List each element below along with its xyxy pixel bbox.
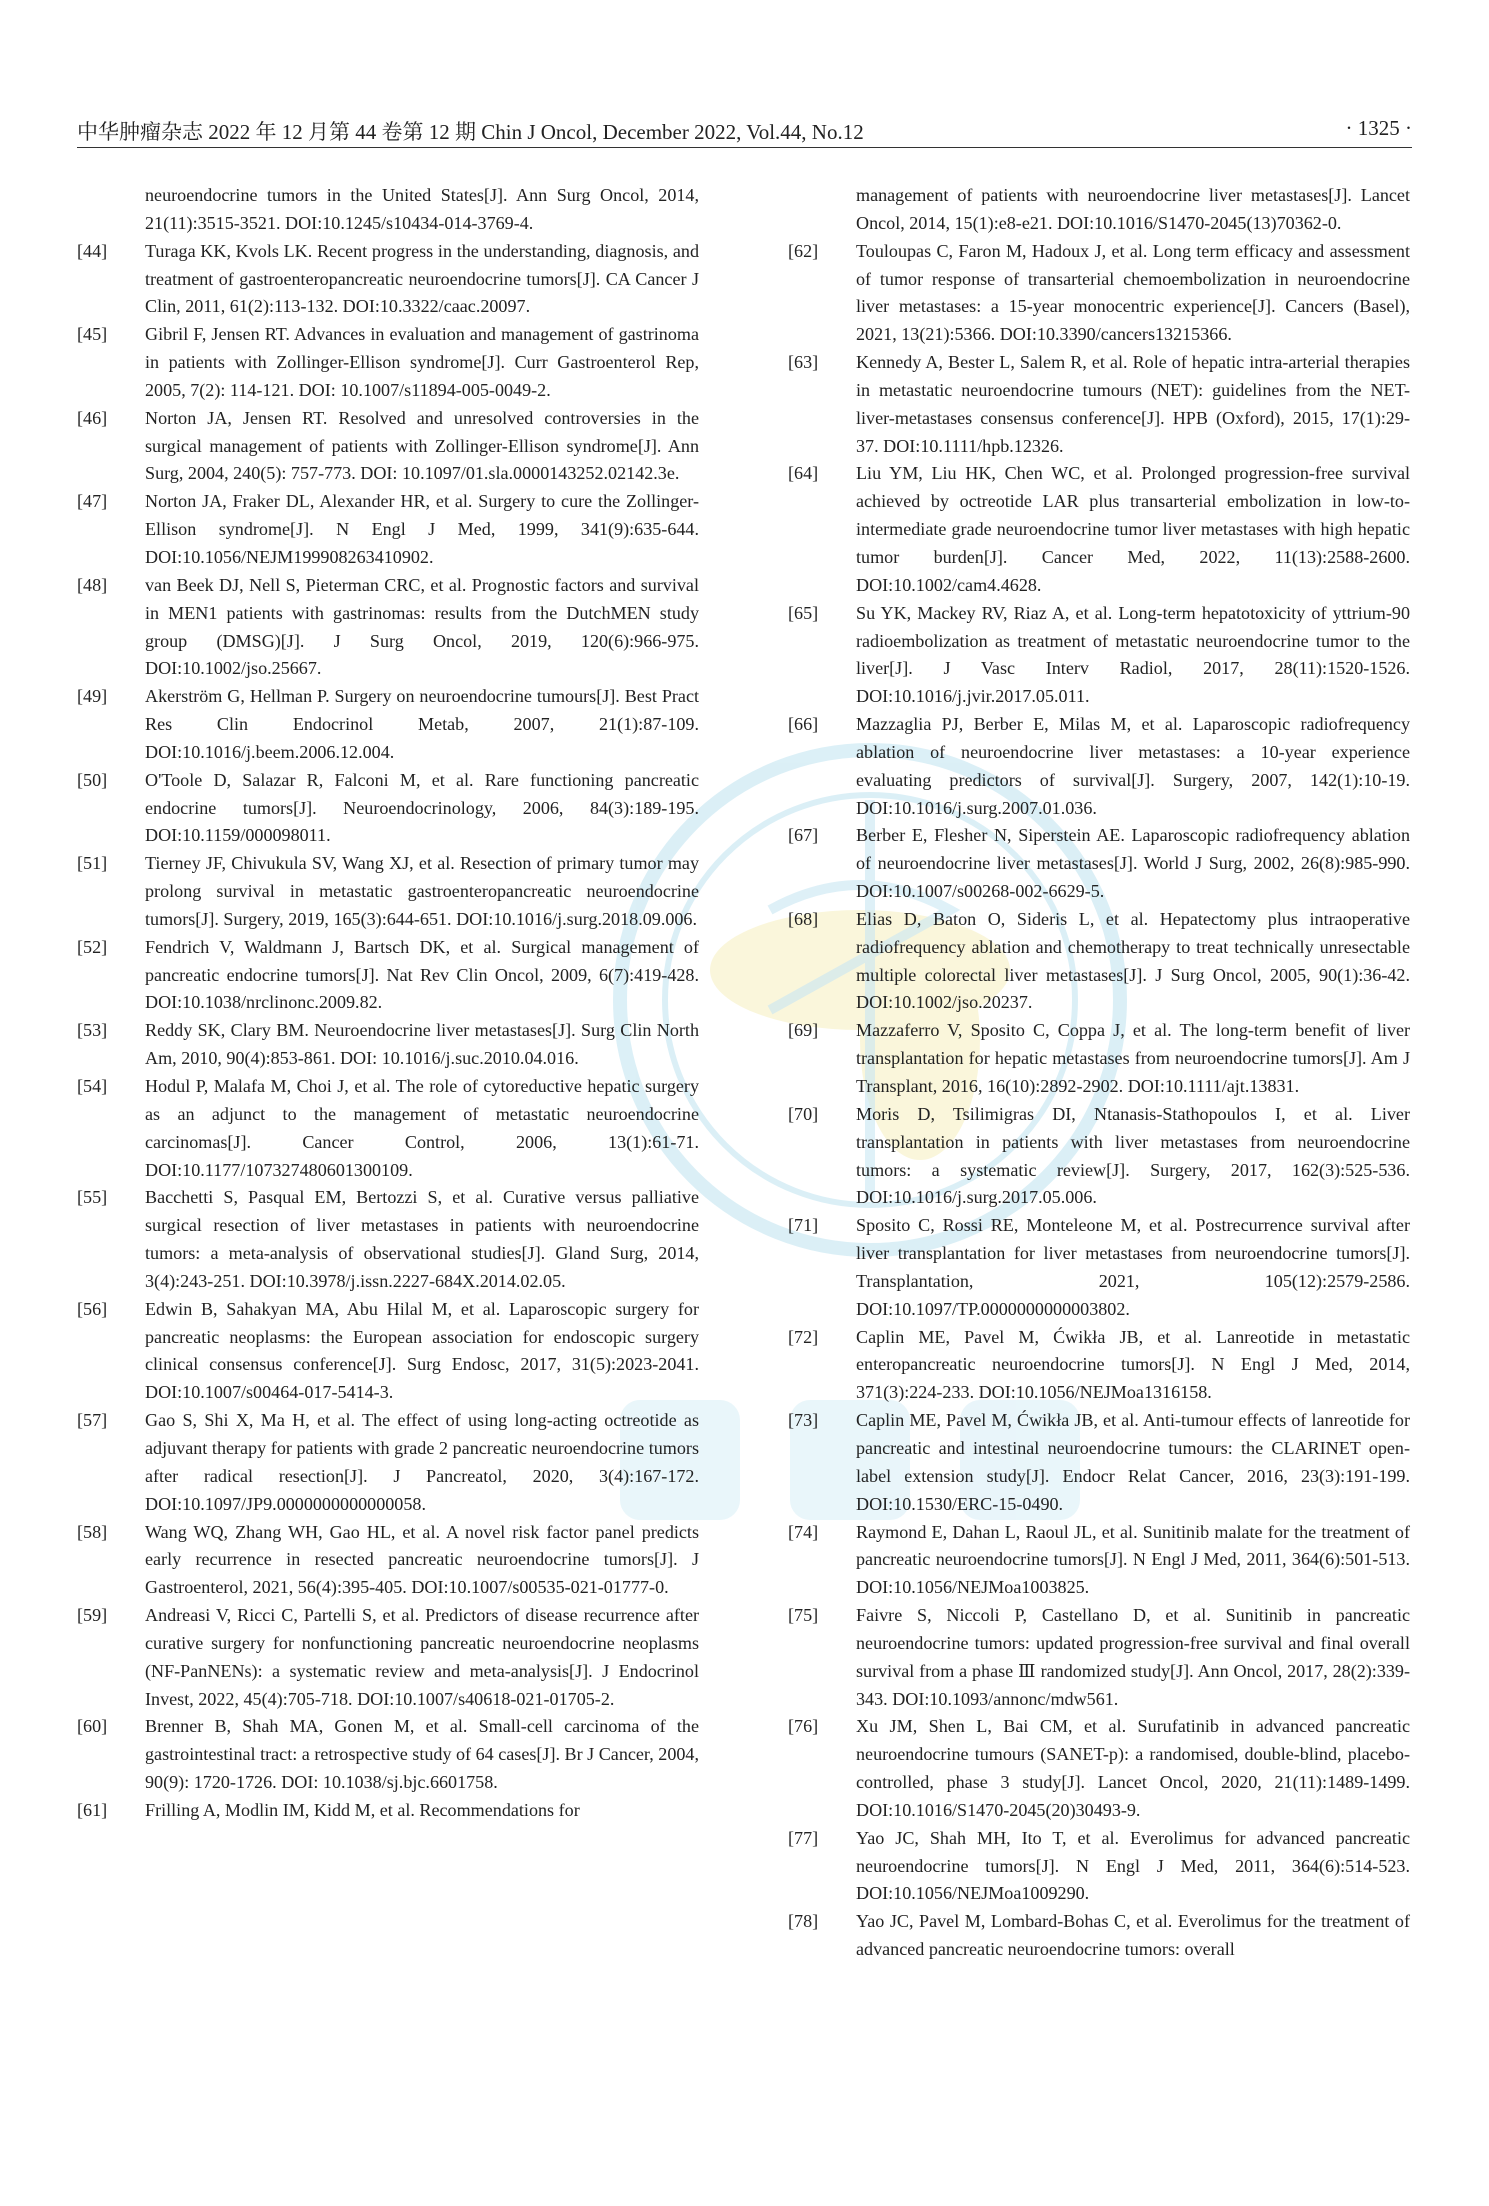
- reference-item: [69] Mazzaferro V, Sposito C, Coppa J, et al. The long-term benefit of liver transplantation for hepatic metastases from neuroendocrine tumors[J]. Am J Transplant, 2016, 16(10):2892-2902. DOI:10.1111/ajt.13831.: [788, 1020, 1410, 1096]
- references-left-column: [77, 182, 699, 1825]
- page-number: · 1325 ·: [1345, 116, 1412, 140]
- reference-item: [62] Touloupas C, Faron M, Hadoux J, et al. Long term efficacy and assessment of tumor response of transarterial chemoembolization in neuroendocrine liver metastases: a 15-year monocentric experience[J]. Cancers (Basel), 2021, 13(21):5366. DOI:10.3390/cancers13215366.: [788, 240, 1410, 345]
- reference-item: [56] Edwin B, Sahakyan MA, Abu Hilal M, et al. Laparoscopic surgery for pancreatic neoplasms: the European association for endoscopic surgery clinical consensus conference[J]. Surg Endosc, 2017, 31(5):2023-2041. DOI:10.1007/s00464-017-5414-3.: [77, 1298, 699, 1403]
- journal-citation-header: 中华肿瘤杂志 2022 年 12 月第 44 卷第 12 期 Chin J Oncol, December 2022, Vol.44, No.12: [77, 120, 864, 144]
- header-rule: [77, 147, 1412, 148]
- reference-item: [76] Xu JM, Shen L, Bai CM, et al. Surufatinib in advanced pancreatic neuroendocrine tumours (SANET-p): a randomised, double-blind, placebo-controlled, phase 3 study[J]. Lancet Oncol, 2020, 21(11):1489-1499. DOI:10.1016/S1470-2045(20)30493-9.: [788, 1716, 1410, 1820]
- reference-item: management of patients with neuroendocrine liver metastases[J]. Lancet Oncol, 2014, 15(1):e8-e21. DOI:10.1016/S1470-2045(13)70362-0.: [856, 185, 1410, 233]
- reference-item: [52] Fendrich V, Waldmann J, Bartsch DK, et al. Surgical management of pancreatic endocrine tumors[J]. Nat Rev Clin Oncol, 2009, 6(7):419-428. DOI:10.1038/nrclinonc.2009.82.: [77, 936, 699, 1013]
- reference-item: [46] Norton JA, Jensen RT. Resolved and unresolved controversies in the surgical management of patients with Zollinger-Ellison syndrome[J]. Ann Surg, 2004, 240(5): 757-773. DOI: 10.1097/01.sla.0000143252.02142.3e.: [77, 407, 699, 484]
- reference-item: [75] Faivre S, Niccoli P, Castellano D, et al. Sunitinib in pancreatic neuroendocrine tumors: updated progression-free survival and final overall survival from a phase Ⅲ randomized study[J]. Ann Oncol, 2017, 28(2):339-343. DOI:10.1093/annonc/mdw561.: [788, 1605, 1410, 1709]
- reference-item: [71] Sposito C, Rossi RE, Monteleone M, et al. Postrecurrence survival after liver transplantation for liver metastases from neuroendocrine tumors[J]. Transplantation, 2021, 105(12):2579-2586. DOI:10.1097/TP.0000000000003802.: [788, 1215, 1410, 1319]
- reference-item: [66] Mazzaglia PJ, Berber E, Milas M, et al. Laparoscopic radiofrequency ablation of neuroendocrine liver metastases: a 10-year experience evaluating predictors of survival[J]. Surgery, 2007, 142(1):10-19. DOI:10.1016/j.surg.2007.01.036.: [788, 714, 1410, 818]
- reference-item: [45] Gibril F, Jensen RT. Advances in evaluation and management of gastrinoma in patients with Zollinger-Ellison syndrome[J]. Curr Gastroenterol Rep, 2005, 7(2): 114-121. DOI: 10.1007/s11894-005-0049-2.: [77, 324, 699, 400]
- reference-item: [49] Akerström G, Hellman P. Surgery on neuroendocrine tumours[J]. Best Pract Res Clin Endocrinol Metab, 2007, 21(1):87-109. DOI:10.1016/j.beem.2006.12.004.: [77, 686, 699, 762]
- reference-item: [70] Moris D, Tsilimigras DI, Ntanasis-Stathopoulos I, et al. Liver transplantation in patients with liver metastases from neuroendocrine tumors: a systematic review[J]. Surgery, 2017, 162(3):525-536. DOI:10.1016/j.surg.2017.05.006.: [788, 1103, 1410, 1208]
- reference-item: [67] Berber E, Flesher N, Siperstein AE. Laparoscopic radiofrequency ablation of neuroendocrine liver metastases[J]. World J Surg, 2002, 26(8):985-990. DOI:10.1007/s00268-002-6629-5.: [788, 825, 1410, 902]
- reference-item: [58] Wang WQ, Zhang WH, Gao HL, et al. A novel risk factor panel predicts early recurrence in resected pancreatic neuroendocrine tumors[J]. J Gastroenterol, 2021, 56(4):395-405. DOI:10.1007/s00535-021-01777-0.: [77, 1521, 699, 1598]
- reference-item: [65] Su YK, Mackey RV, Riaz A, et al. Long-term hepatotoxicity of yttrium-90 radioembolization as treatment of metastatic neuroendocrine tumor to the liver[J]. J Vasc Interv Radiol, 2017, 28(11):1520-1526. DOI:10.1016/j.jvir.2017.05.011.: [788, 602, 1410, 707]
- reference-item: [64] Liu YM, Liu HK, Chen WC, et al. Prolonged progression-free survival achieved by octreotide LAR plus transarterial embolization in low-to-intermediate grade neuroendocrine tumor liver metastases with high hepatic tumor burden[J]. Cancer Med, 2022, 11(13):2588-2600. DOI:10.1002/cam4.4628.: [788, 463, 1410, 595]
- reference-item: [74] Raymond E, Dahan L, Raoul JL, et al. Sunitinib malate for the treatment of pancreatic neuroendocrine tumors[J]. N Engl J Med, 2011, 364(6):501-513. DOI:10.1056/NEJMoa1003825.: [788, 1521, 1410, 1598]
- reference-item: [72] Caplin ME, Pavel M, Ćwikła JB, et al. Lanreotide in metastatic enteropancreatic neuroendocrine tumors[J]. N Engl J Med, 2014, 371(3):224-233. DOI:10.1056/NEJMoa1316158.: [788, 1326, 1410, 1403]
- references-right-column: [788, 182, 1410, 1964]
- reference-item: [59] Andreasi V, Ricci C, Partelli S, et al. Predictors of disease recurrence after curative surgery for nonfunctioning pancreatic neuroendocrine neoplasms (NF-PanNENs): a systematic review and meta-analysis[J]. J Endocrinol Invest, 2022, 45(4):705-718. DOI:10.1007/s40618-021-01705-2.: [77, 1605, 699, 1709]
- reference-item: [57] Gao S, Shi X, Ma H, et al. The effect of using long-acting octreotide as adjuvant therapy for patients with grade 2 pancreatic neuroendocrine tumors after radical resection[J]. J Pancreatol, 2020, 3(4):167-172. DOI:10.1097/JP9.0000000000000058.: [77, 1410, 699, 1514]
- reference-item: [54] Hodul P, Malafa M, Choi J, et al. The role of cytoreductive hepatic surgery as an adjunct to the management of metastatic neuroendocrine carcinomas[J]. Cancer Control, 2006, 13(1):61-71. DOI:10.1177/107327480601300109.: [77, 1076, 699, 1180]
- reference-item: [55] Bacchetti S, Pasqual EM, Bertozzi S, et al. Curative versus palliative surgical resection of liver metastases in patients with neuroendocrine tumors: a meta-analysis of observational studies[J]. Gland Surg, 2014, 3(4):243-251. DOI:10.3978/j.issn.2227-684X.2014.02.05.: [77, 1187, 699, 1291]
- reference-item: [61] Frilling A, Modlin IM, Kidd M, et al. Recommendations for: [77, 1799, 580, 1820]
- reference-item: [78] Yao JC, Pavel M, Lombard-Bohas C, et al. Everolimus for the treatment of advanced pancreatic neuroendocrine tumors: overall: [788, 1911, 1410, 1960]
- running-header: [77, 112, 1412, 148]
- reference-item: [48] van Beek DJ, Nell S, Pieterman CRC, et al. Prognostic factors and survival in MEN1 patients with gastrinomas: results from the DutchMEN study group (DMSG)[J]. J Surg Oncol, 2019, 120(6):966-975. DOI:10.1002/jso.25667.: [77, 574, 699, 679]
- reference-item: [51] Tierney JF, Chivukula SV, Wang XJ, et al. Resection of primary tumor may prolong survival in metastatic gastroenteropancreatic neuroendocrine tumors[J]. Surgery, 2019, 165(3):644-651. DOI:10.1016/j.surg.2018.09.006.: [77, 853, 699, 929]
- reference-item: [77] Yao JC, Shah MH, Ito T, et al. Everolimus for advanced pancreatic neuroendocrine tumors[J]. N Engl J Med, 2011, 364(6):514-523. DOI:10.1056/NEJMoa1009290.: [788, 1827, 1410, 1904]
- reference-item: [68] Elias D, Baton O, Sideris L, et al. Hepatectomy plus intraoperative radiofrequency ablation and chemotherapy to treat technically unresectable multiple colorectal liver metastases[J]. J Surg Oncol, 2005, 90(1):36-42. DOI:10.1002/jso.20237.: [788, 908, 1410, 1013]
- reference-item: [60] Brenner B, Shah MA, Gonen M, et al. Small-cell carcinoma of the gastrointestinal tract: a retrospective study of 64 cases[J]. Br J Cancer, 2004, 90(9): 1720-1726. DOI: 10.1038/sj.bjc.6601758.: [77, 1716, 699, 1793]
- reference-item: neuroendocrine tumors in the United States[J]. Ann Surg Oncol, 2014, 21(11):3515-3521. DOI:10.1245/s10434-014-3769-4.: [145, 185, 699, 233]
- reference-item: [44] Turaga KK, Kvols LK. Recent progress in the understanding, diagnosis, and treatment of gastroenteropancreatic neuroendocrine tumors[J]. CA Cancer J Clin, 2011, 61(2):113-132. DOI:10.3322/caac.20097.: [77, 240, 699, 317]
- reference-item: [47] Norton JA, Fraker DL, Alexander HR, et al. Surgery to cure the Zollinger-Ellison syndrome[J]. N Engl J Med, 1999, 341(9):635-644. DOI:10.1056/NEJM199908263410902.: [77, 491, 699, 567]
- reference-item: [53] Reddy SK, Clary BM. Neuroendocrine liver metastases[J]. Surg Clin North Am, 2010, 90(4):853-861. DOI: 10.1016/j.suc.2010.04.016.: [77, 1020, 699, 1069]
- reference-item: [73] Caplin ME, Pavel M, Ćwikła JB, et al. Anti-tumour effects of lanreotide for pancreatic and intestinal neuroendocrine tumours: the CLARINET open-label extension study[J]. Endocr Relat Cancer, 2016, 23(3):191-199. DOI:10.1530/ERC-15-0490.: [788, 1410, 1410, 1514]
- reference-item: [50] O'Toole D, Salazar R, Falconi M, et al. Rare functioning pancreatic endocrine tumors[J]. Neuroendocrinology, 2006, 84(3):189-195. DOI:10.1159/000098011.: [77, 769, 699, 846]
- reference-item: [63] Kennedy A, Bester L, Salem R, et al. Role of hepatic intra-arterial therapies in metastatic neuroendocrine tumours (NET): guidelines from the NET-liver-metastases consensus conference[J]. HPB (Oxford), 2015, 17(1):29-37. DOI:10.1111/hpb.12326.: [788, 352, 1410, 456]
